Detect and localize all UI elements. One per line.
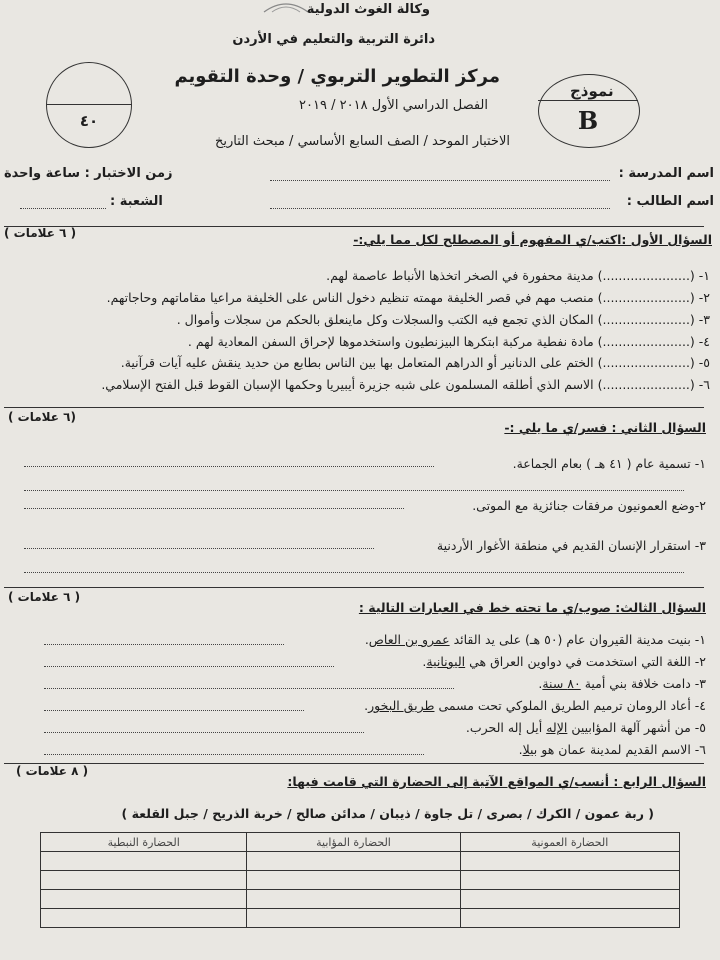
q3-title: السؤال الثالث: صوب/ي ما تحته خط في العبارات التالية : xyxy=(358,600,706,615)
column-ammonite: الحضارة العمونية xyxy=(460,833,679,852)
score-divider xyxy=(46,104,132,105)
q2-marks: (٦ علامات ) xyxy=(8,410,76,424)
q2-title: السؤال الثاني : فسر/ي ما يلي :- xyxy=(504,420,706,435)
q2-answer-line[interactable] xyxy=(24,508,404,509)
table-cell[interactable] xyxy=(460,890,679,909)
exam-line: الاختبار الموحد / الصف السابع الأساسي / مبحث التاريخ xyxy=(215,134,510,149)
q1-item: ٤- (......................) مادة نفطية مركبة ابتكرها البيزنطيون واستخدموها لإحراق السفن المعادية لهم . xyxy=(187,334,710,349)
q4-marks: ( ٨ علامات ) xyxy=(16,764,89,778)
q1-item: ٦- (......................) الاسم الذي أطلقه المسلمون على شبه جزيرة أيبيريا وحكمها الإسبان القوط قبل الفتح الإسلامي. xyxy=(101,377,710,392)
q3-answer-line[interactable] xyxy=(44,710,304,711)
q1-top-rule xyxy=(4,226,704,227)
q3-answer-line[interactable] xyxy=(44,666,334,667)
q3-item: ١- بنيت مدينة القيروان عام (٥٠ هـ) على يد القائد عمرو بن العاص. xyxy=(364,632,706,647)
table-cell[interactable] xyxy=(460,871,679,890)
q2-answer-line[interactable] xyxy=(24,548,374,549)
column-nabataean: الحضارة النبطية xyxy=(41,833,247,852)
q2-answer-line[interactable] xyxy=(24,490,684,491)
q1-item: ٥- (......................) الختم على الدنانير أو الدراهم المتعامل بها بين الناس بطابع من حديد ينقش عليه آيات قرآنية. xyxy=(120,355,710,370)
table-cell[interactable] xyxy=(41,890,247,909)
department-name: دائرة التربية والتعليم في الأردن xyxy=(232,32,435,47)
agency-name: وكالة الغوث الدولية xyxy=(306,2,430,17)
table-row xyxy=(41,909,680,928)
q2-top-rule xyxy=(4,407,704,408)
model-label: نموذج xyxy=(570,82,614,100)
q4-sites: ( ربة عمون / الكرك / بصرى / تل جاوة / ذيبان / مدائن صالح / خربة الذريح / جبل القلعة ) xyxy=(121,806,654,821)
q2-item: ١- تسمية عام ( ٤١ هـ ) بعام الجماعة. xyxy=(512,456,706,471)
q4-title: السؤال الرابع : أنسب/ي المواقع الآتية إلى الحضارة التي قامت فيها: xyxy=(287,774,706,789)
q2-item: ٢-وضع العمونيون مرفقات جنائزية مع الموتى. xyxy=(472,498,706,513)
time-label: زمن الاختبار : ساعة واحدة xyxy=(4,166,173,181)
q3-answer-line[interactable] xyxy=(44,688,454,689)
table-cell[interactable] xyxy=(460,909,679,928)
q2-answer-line[interactable] xyxy=(24,466,434,467)
score-circle xyxy=(46,62,132,148)
q2-item: ٣- استقرار الإنسان القديم في منطقة الأغوار الأردنية xyxy=(436,538,706,553)
q1-item: ٢- (......................) منصب مهم في قصر الخليفة مهمته تنظيم دخول الناس على الخليفة مراعيا مقاماتهم وحاجاتهم. xyxy=(106,290,710,305)
q3-item: ٣- دامت خلافة بني أمية ٨٠ سنة. xyxy=(538,676,706,691)
student-label: اسم الطالب : xyxy=(626,194,714,209)
table-row xyxy=(41,871,680,890)
total-mark: ٤٠ xyxy=(79,112,99,130)
q3-answer-line[interactable] xyxy=(44,644,284,645)
q3-answer-line[interactable] xyxy=(44,754,424,755)
section-label: الشعبة : xyxy=(110,194,163,209)
column-moabite: الحضارة المؤابية xyxy=(247,833,460,852)
q1-item: ٣- (......................) المكان الذي تجمع فيه الكتب والسجلات وكل ماينعلق بالحكم من سجلات وأموال . xyxy=(176,312,710,327)
school-field[interactable] xyxy=(270,180,610,181)
q2-answer-line[interactable] xyxy=(24,572,684,573)
q3-item: ٢- اللغة التي استخدمت في دواوين العراق هي اليونانية. xyxy=(422,654,706,669)
table-row xyxy=(41,852,680,871)
q1-marks: ( ٦ علامات ) xyxy=(4,226,77,240)
q3-item: ٥- من أشهر آلهة المؤابيين الإله أيل إله الحرب. xyxy=(465,720,706,735)
q3-answer-line[interactable] xyxy=(44,732,364,733)
school-label: اسم المدرسة : xyxy=(618,166,714,181)
q3-item: ٤- أعاد الرومان ترميم الطريق الملوكي تحت مسمى طريق البخور. xyxy=(364,698,706,713)
student-field[interactable] xyxy=(270,208,610,209)
q1-title: السؤال الأول :اكتب/ي المفهوم أو المصطلح لكل مما يلي:- xyxy=(353,232,712,247)
q3-marks: ( ٦ علامات ) xyxy=(8,590,81,604)
table-cell[interactable] xyxy=(247,852,460,871)
civilization-table xyxy=(40,832,680,928)
table-cell[interactable] xyxy=(247,890,460,909)
q1-item: ١- (......................) مدينة محفورة في الصخر اتخذها الأنباط عاصمة لهم. xyxy=(326,268,710,283)
q3-top-rule xyxy=(4,587,704,588)
q3-item: ٦- الاسم القديم لمدينة عمان هو بيلا. xyxy=(518,742,706,757)
semester-line: الفصل الدراسي الأول ٢٠١٨ / ٢٠١٩ xyxy=(299,98,488,113)
table-cell[interactable] xyxy=(41,852,247,871)
section-field[interactable] xyxy=(20,208,106,209)
table-cell[interactable] xyxy=(41,871,247,890)
table-cell[interactable] xyxy=(247,871,460,890)
table-cell[interactable] xyxy=(247,909,460,928)
center-title: مركز التطوير التربوي / وحدة التقويم xyxy=(174,66,500,87)
table-row xyxy=(41,890,680,909)
model-divider xyxy=(538,100,638,101)
q4-top-rule xyxy=(4,763,704,764)
table-cell[interactable] xyxy=(41,909,247,928)
model-letter: B xyxy=(577,106,599,135)
table-header-row xyxy=(41,833,680,852)
table-cell[interactable] xyxy=(460,852,679,871)
